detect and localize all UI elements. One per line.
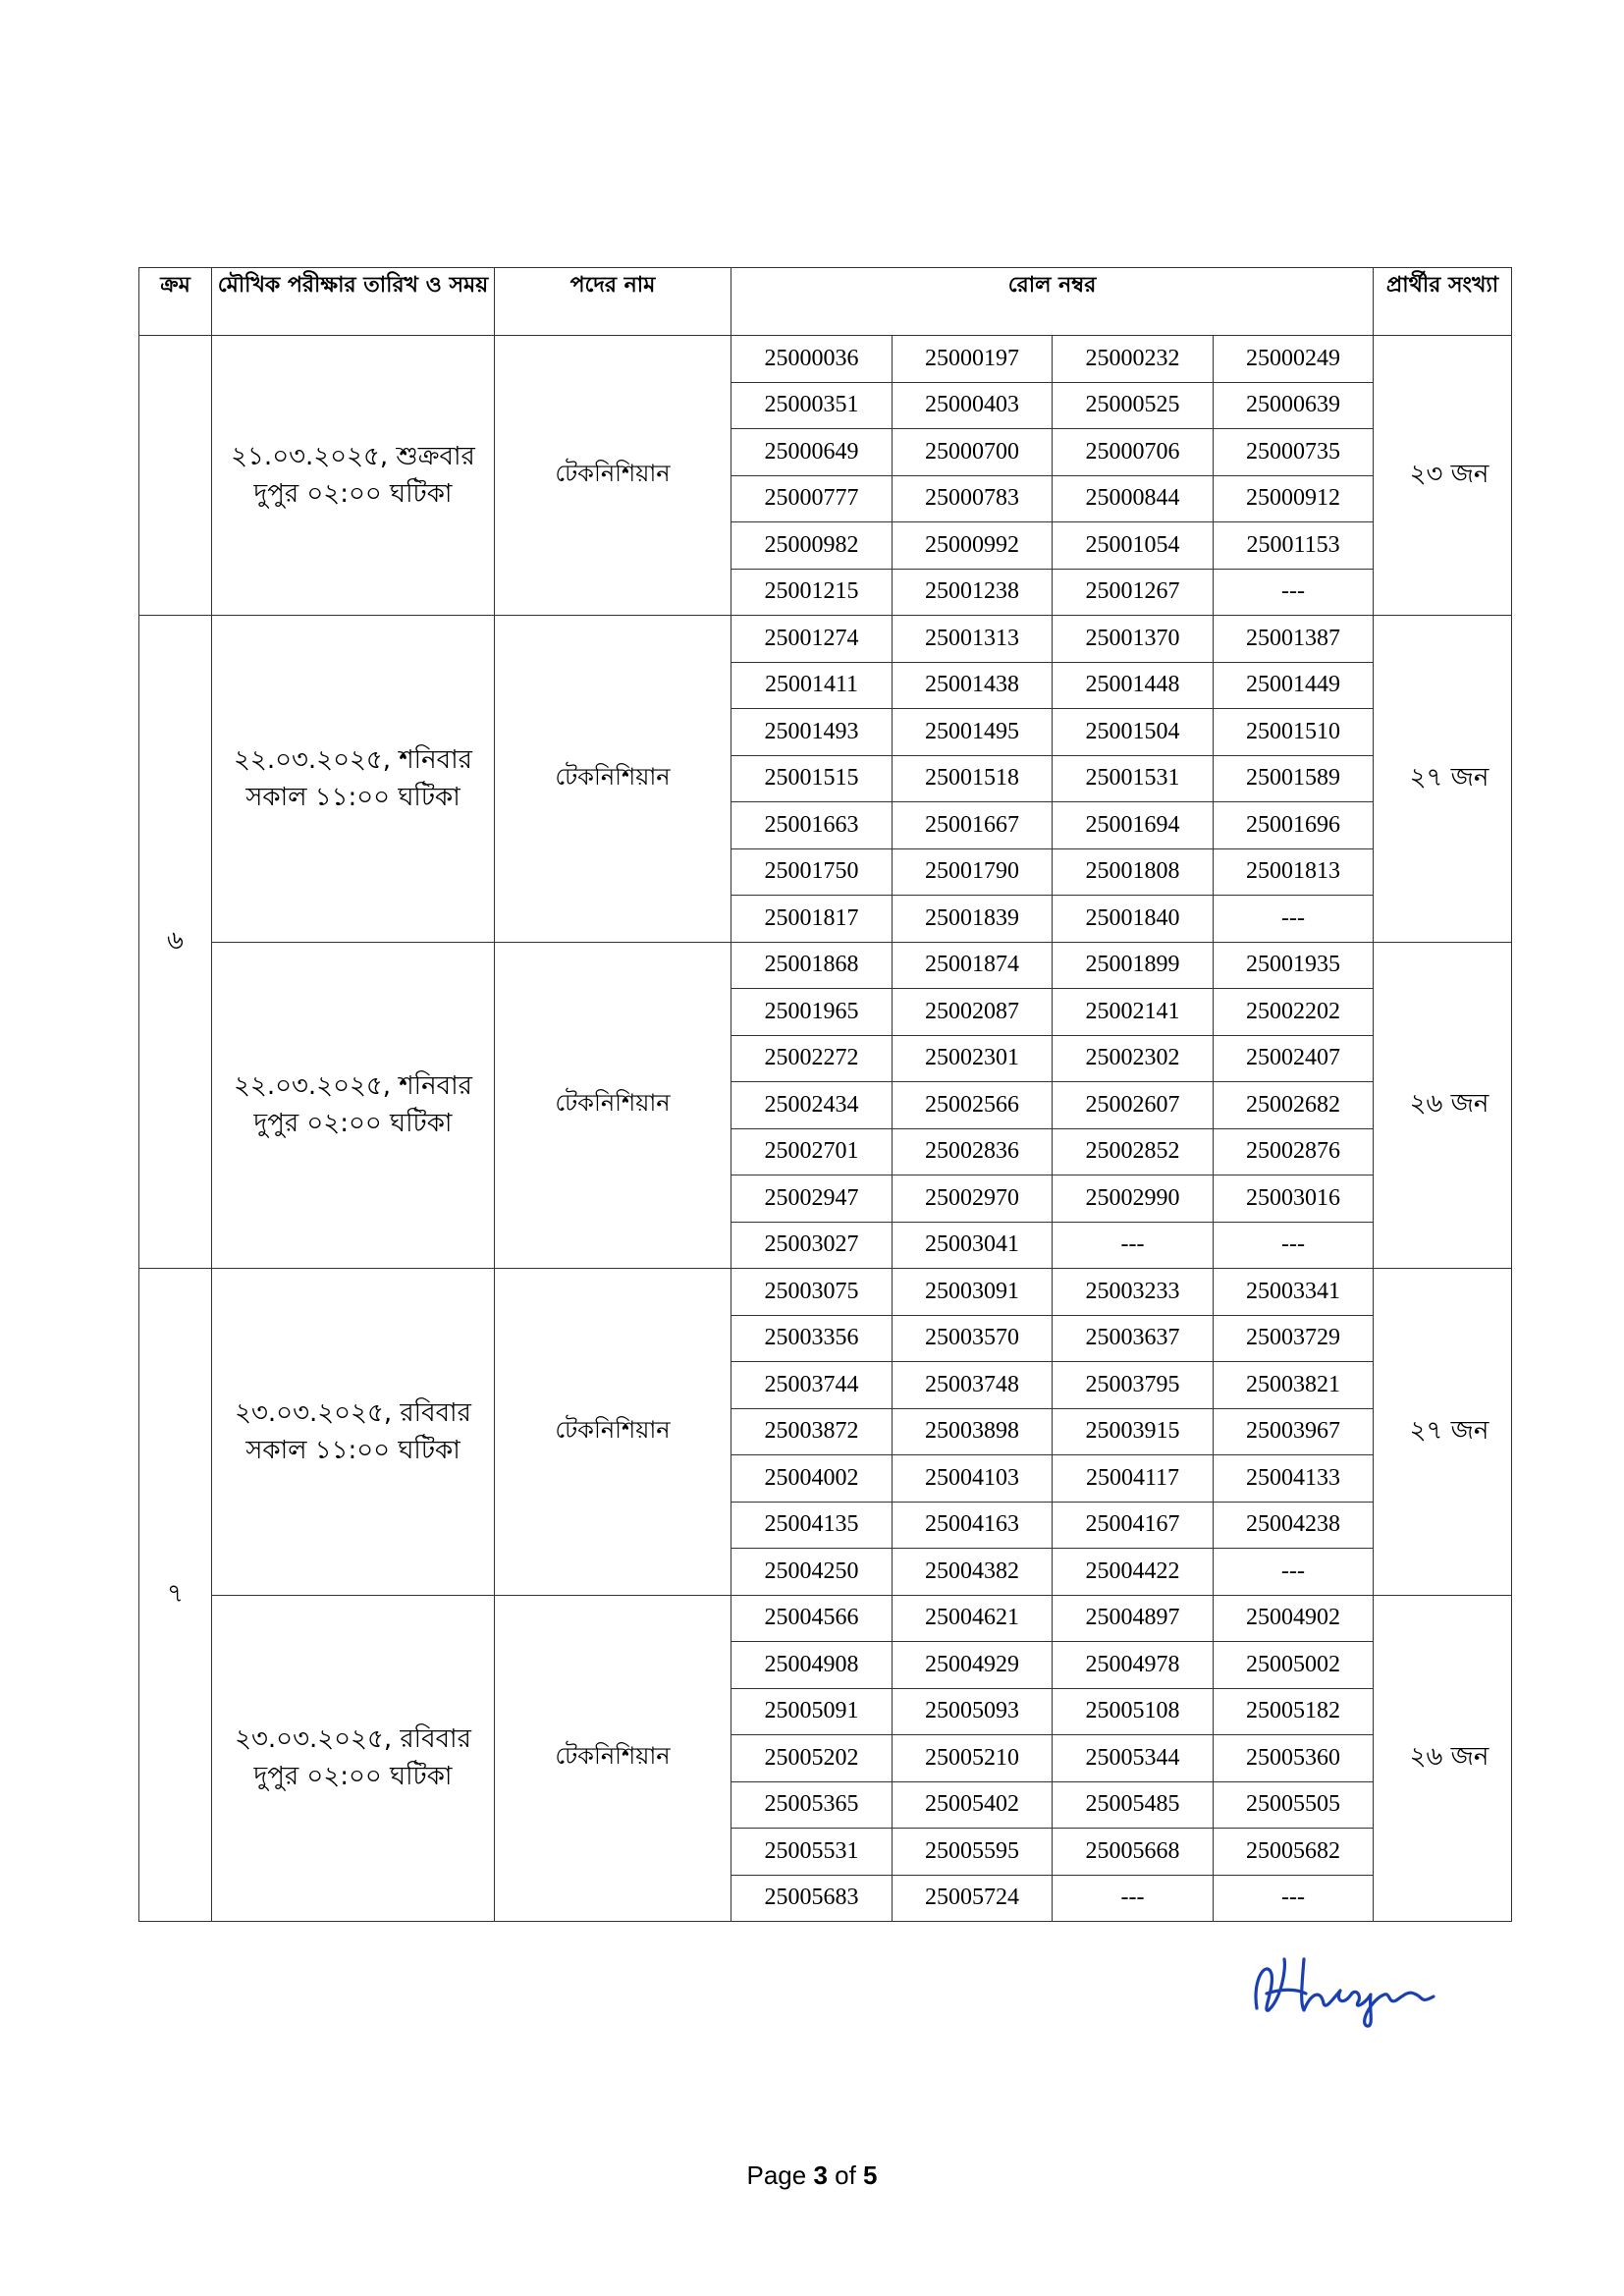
roll-number: 25004908 xyxy=(731,1642,893,1689)
roll-number: 25005202 xyxy=(731,1735,893,1782)
roll-number: 25002272 xyxy=(731,1035,893,1082)
roll-number: 25002701 xyxy=(731,1128,893,1175)
header-count: প্রার্থীর সংখ্যা xyxy=(1374,268,1512,336)
roll-number: 25005002 xyxy=(1214,1642,1374,1689)
page-footer xyxy=(0,2160,1624,2191)
roll-number: 25001515 xyxy=(731,755,893,802)
header-row xyxy=(139,268,1512,336)
roll-number: 25001868 xyxy=(731,942,893,989)
datetime-cell xyxy=(212,1269,495,1596)
roll-number: 25002434 xyxy=(731,1082,893,1129)
roll-number: 25005093 xyxy=(893,1688,1053,1735)
candidate-count: ২৬ জন xyxy=(1374,942,1512,1269)
roll-number: 25005182 xyxy=(1214,1688,1374,1735)
roll-number: 25005091 xyxy=(731,1688,893,1735)
header-serial: ক্রম xyxy=(139,268,212,336)
roll-number: 25001589 xyxy=(1214,755,1374,802)
roll-number: 25001387 xyxy=(1214,616,1374,663)
roll-number: 25001438 xyxy=(893,662,1053,709)
roll-number: 25003027 xyxy=(731,1222,893,1269)
roll-number: 25000706 xyxy=(1053,429,1214,476)
roll-number: 25003729 xyxy=(1214,1315,1374,1362)
roll-number: 25000992 xyxy=(893,522,1053,570)
roll-number: 25000844 xyxy=(1053,475,1214,522)
roll-number: 25001411 xyxy=(731,662,893,709)
exam-date: ২৩.০৩.২০২৫, রবিবার xyxy=(235,1724,471,1755)
roll-number: 25004929 xyxy=(893,1642,1053,1689)
roll-number: 25003356 xyxy=(731,1315,893,1362)
roll-number: 25000735 xyxy=(1214,429,1374,476)
exam-time: দুপুর ০২:০০ ঘটিকা xyxy=(253,1109,453,1139)
exam-time: দুপুর ০২:০০ ঘটিকা xyxy=(253,1762,453,1792)
candidate-count: ২৭ জন xyxy=(1374,616,1512,943)
roll-number: 25005344 xyxy=(1053,1735,1214,1782)
candidate-count: ২৩ জন xyxy=(1374,336,1512,616)
table-row xyxy=(139,942,1512,989)
exam-time: সকাল ১১:০০ ঘটিকা xyxy=(245,782,460,812)
datetime-cell xyxy=(212,336,495,616)
roll-number: 25002407 xyxy=(1214,1035,1374,1082)
roll-number: 25003748 xyxy=(893,1362,1053,1409)
roll-number: --- xyxy=(1053,1222,1214,1269)
roll-number: 25003091 xyxy=(893,1269,1053,1316)
roll-number: 25001313 xyxy=(893,616,1053,663)
header-post: পদের নাম xyxy=(495,268,731,336)
roll-number: 25001808 xyxy=(1053,848,1214,896)
roll-number: 25005402 xyxy=(893,1781,1053,1829)
footer-current-page: 3 xyxy=(813,2160,828,2190)
footer-total-pages: 5 xyxy=(863,2160,878,2190)
roll-number: 25004103 xyxy=(893,1455,1053,1503)
roll-number: 25002141 xyxy=(1053,989,1214,1036)
roll-number: 25000036 xyxy=(731,336,893,383)
roll-number: 25000777 xyxy=(731,475,893,522)
roll-number: 25001840 xyxy=(1053,896,1214,943)
roll-number: 25002947 xyxy=(731,1175,893,1223)
roll-number: 25000249 xyxy=(1214,336,1374,383)
roll-number: 25004978 xyxy=(1053,1642,1214,1689)
roll-number: 25001813 xyxy=(1214,848,1374,896)
datetime-cell xyxy=(212,616,495,943)
roll-number: 25005505 xyxy=(1214,1781,1374,1829)
roll-number: 25003233 xyxy=(1053,1269,1214,1316)
roll-number: 25001965 xyxy=(731,989,893,1036)
roll-number: 25001531 xyxy=(1053,755,1214,802)
datetime-cell xyxy=(212,942,495,1269)
roll-number: 25001899 xyxy=(1053,942,1214,989)
roll-number: 25000700 xyxy=(893,429,1053,476)
roll-number: --- xyxy=(1214,1875,1374,1922)
roll-number: 25001504 xyxy=(1053,709,1214,756)
roll-number: 25002302 xyxy=(1053,1035,1214,1082)
roll-number: 25001750 xyxy=(731,848,893,896)
roll-number: 25005108 xyxy=(1053,1688,1214,1735)
roll-number: 25001054 xyxy=(1053,522,1214,570)
roll-number: 25000912 xyxy=(1214,475,1374,522)
roll-number: 25005683 xyxy=(731,1875,893,1922)
roll-number: 25003341 xyxy=(1214,1269,1374,1316)
roll-number: 25002682 xyxy=(1214,1082,1374,1129)
roll-number: 25000639 xyxy=(1214,382,1374,429)
roll-number: 25003967 xyxy=(1214,1408,1374,1455)
roll-number: 25001663 xyxy=(731,802,893,849)
roll-number: 25004238 xyxy=(1214,1502,1374,1549)
roll-number: 25004902 xyxy=(1214,1595,1374,1642)
serial-cell: ৬ xyxy=(139,616,212,1269)
header-datetime: মৌখিক পরীক্ষার তারিখ ও সময় xyxy=(212,268,495,336)
roll-number: 25005595 xyxy=(893,1829,1053,1876)
roll-number: 25003637 xyxy=(1053,1315,1214,1362)
roll-number: 25003915 xyxy=(1053,1408,1214,1455)
roll-number: 25000982 xyxy=(731,522,893,570)
roll-number: 25004250 xyxy=(731,1549,893,1596)
roll-number: 25001238 xyxy=(893,569,1053,616)
roll-number: 25000197 xyxy=(893,336,1053,383)
roll-number: 25001449 xyxy=(1214,662,1374,709)
roll-number: 25005682 xyxy=(1214,1829,1374,1876)
roll-number: 25002301 xyxy=(893,1035,1053,1082)
roll-number: 25004117 xyxy=(1053,1455,1214,1503)
roll-number: 25001215 xyxy=(731,569,893,616)
datetime-cell xyxy=(212,1595,495,1922)
signature xyxy=(1227,1940,1502,2033)
viva-schedule-table xyxy=(138,267,1512,1922)
roll-number: 25003821 xyxy=(1214,1362,1374,1409)
roll-number: 25005668 xyxy=(1053,1829,1214,1876)
roll-number: 25003898 xyxy=(893,1408,1053,1455)
roll-number: 25002836 xyxy=(893,1128,1053,1175)
roll-number: 25000783 xyxy=(893,475,1053,522)
roll-number: 25001495 xyxy=(893,709,1053,756)
roll-number: 25001874 xyxy=(893,942,1053,989)
roll-number: --- xyxy=(1214,569,1374,616)
roll-number: 25002607 xyxy=(1053,1082,1214,1129)
roll-number: 25003872 xyxy=(731,1408,893,1455)
roll-number: 25001448 xyxy=(1053,662,1214,709)
roll-number: 25000351 xyxy=(731,382,893,429)
roll-number: 25001518 xyxy=(893,755,1053,802)
exam-date: ২২.০৩.২০২৫, শনিবার xyxy=(234,1071,472,1102)
serial-cell xyxy=(139,336,212,616)
roll-number: 25001667 xyxy=(893,802,1053,849)
roll-number: 25003570 xyxy=(893,1315,1053,1362)
roll-number: 25001694 xyxy=(1053,802,1214,849)
roll-number: 25004566 xyxy=(731,1595,893,1642)
roll-number: 25002876 xyxy=(1214,1128,1374,1175)
roll-number: 25001935 xyxy=(1214,942,1374,989)
roll-number: 25004382 xyxy=(893,1549,1053,1596)
roll-number: 25005724 xyxy=(893,1875,1053,1922)
serial-cell: ৭ xyxy=(139,1269,212,1922)
candidate-count: ২৬ জন xyxy=(1374,1595,1512,1922)
table-body xyxy=(139,336,1512,1922)
roll-number: 25000403 xyxy=(893,382,1053,429)
roll-number: 25002990 xyxy=(1053,1175,1214,1223)
roll-number: 25004135 xyxy=(731,1502,893,1549)
roll-number: 25000232 xyxy=(1053,336,1214,383)
roll-number: 25005360 xyxy=(1214,1735,1374,1782)
candidate-count: ২৭ জন xyxy=(1374,1269,1512,1596)
roll-number: 25003041 xyxy=(893,1222,1053,1269)
roll-number: 25005210 xyxy=(893,1735,1053,1782)
roll-number: 25001839 xyxy=(893,896,1053,943)
roll-number: 25001817 xyxy=(731,896,893,943)
roll-number: 25004422 xyxy=(1053,1549,1214,1596)
roll-number: 25001267 xyxy=(1053,569,1214,616)
roll-number: 25004897 xyxy=(1053,1595,1214,1642)
roll-number: 25000525 xyxy=(1053,382,1214,429)
exam-time: দুপুর ০২:০০ ঘটিকা xyxy=(253,479,453,509)
roll-number: 25003075 xyxy=(731,1269,893,1316)
table-row xyxy=(139,616,1512,663)
roll-number: 25004133 xyxy=(1214,1455,1374,1503)
roll-number: 25001493 xyxy=(731,709,893,756)
footer-prefix: Page xyxy=(746,2160,814,2190)
table-row xyxy=(139,1269,1512,1316)
roll-number: 25004002 xyxy=(731,1455,893,1503)
exam-date: ২৩.০৩.২০২৫, রবিবার xyxy=(235,1397,471,1428)
footer-middle: of xyxy=(827,2160,864,2190)
post-cell: টেকনিশিয়ান xyxy=(495,1269,731,1596)
roll-number: 25003795 xyxy=(1053,1362,1214,1409)
roll-number: 25005485 xyxy=(1053,1781,1214,1829)
post-cell: টেকনিশিয়ান xyxy=(495,616,731,943)
roll-number: 25001790 xyxy=(893,848,1053,896)
roll-number: 25002566 xyxy=(893,1082,1053,1129)
signature-stroke xyxy=(1256,1959,1434,2026)
roll-number: 25002087 xyxy=(893,989,1053,1036)
roll-number: 25005365 xyxy=(731,1781,893,1829)
roll-number: 25004163 xyxy=(893,1502,1053,1549)
exam-date: ২১.০৩.২০২৫, শুক্রবার xyxy=(231,442,475,471)
roll-number: 25005531 xyxy=(731,1829,893,1876)
roll-number: 25001510 xyxy=(1214,709,1374,756)
post-cell: টেকনিশিয়ান xyxy=(495,942,731,1269)
roll-number: 25001696 xyxy=(1214,802,1374,849)
roll-number: --- xyxy=(1214,1549,1374,1596)
roll-number: 25003016 xyxy=(1214,1175,1374,1223)
roll-number: 25001153 xyxy=(1214,522,1374,570)
roll-number: --- xyxy=(1053,1875,1214,1922)
exam-time: সকাল ১১:০০ ঘটিকা xyxy=(245,1435,460,1465)
roll-number: 25002970 xyxy=(893,1175,1053,1223)
roll-number: 25000649 xyxy=(731,429,893,476)
post-cell: টেকনিশিয়ান xyxy=(495,1595,731,1922)
roll-number: --- xyxy=(1214,1222,1374,1269)
exam-date: ২২.০৩.২০২৫, শনিবার xyxy=(234,744,472,775)
roll-number: 25001274 xyxy=(731,616,893,663)
post-cell: টেকনিশিয়ান xyxy=(495,336,731,616)
roll-number: 25004621 xyxy=(893,1595,1053,1642)
roll-number: 25001370 xyxy=(1053,616,1214,663)
roll-number: 25004167 xyxy=(1053,1502,1214,1549)
roll-number: 25002852 xyxy=(1053,1128,1214,1175)
table-row xyxy=(139,336,1512,383)
roll-number: 25002202 xyxy=(1214,989,1374,1036)
header-roll: রোল নম্বর xyxy=(731,268,1374,336)
roll-number: 25003744 xyxy=(731,1362,893,1409)
roll-number: --- xyxy=(1214,896,1374,943)
table-row xyxy=(139,1595,1512,1642)
